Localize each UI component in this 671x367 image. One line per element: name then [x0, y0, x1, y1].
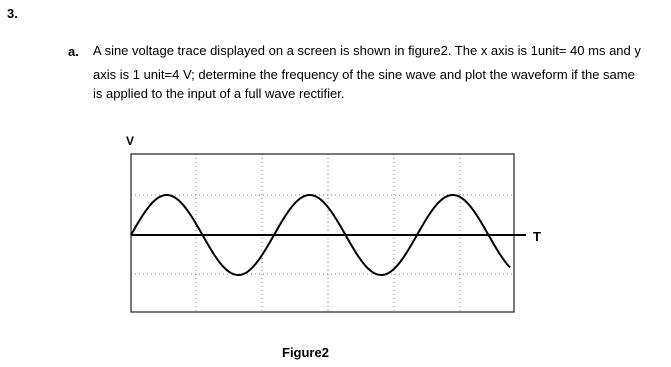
x-axis-label: T: [533, 229, 541, 244]
question-text-line-3: is applied to the input of a full wave rectifier.: [93, 86, 345, 101]
y-axis-label: V: [126, 134, 135, 148]
question-text-line-2: axis is 1 unit=4 V; determine the frequency of the sine wave and plot the waveform if the same: [93, 67, 635, 82]
part-letter: a.: [68, 44, 79, 59]
question-number: 3.: [7, 6, 18, 21]
figure-caption: Figure2: [282, 345, 329, 360]
screen-frame: [131, 154, 514, 312]
question-text-line-1: A sine voltage trace displayed on a screen is shown in figure2. The x axis is 1unit= 40 ms and y: [93, 43, 641, 58]
grid-lines: [131, 154, 514, 312]
